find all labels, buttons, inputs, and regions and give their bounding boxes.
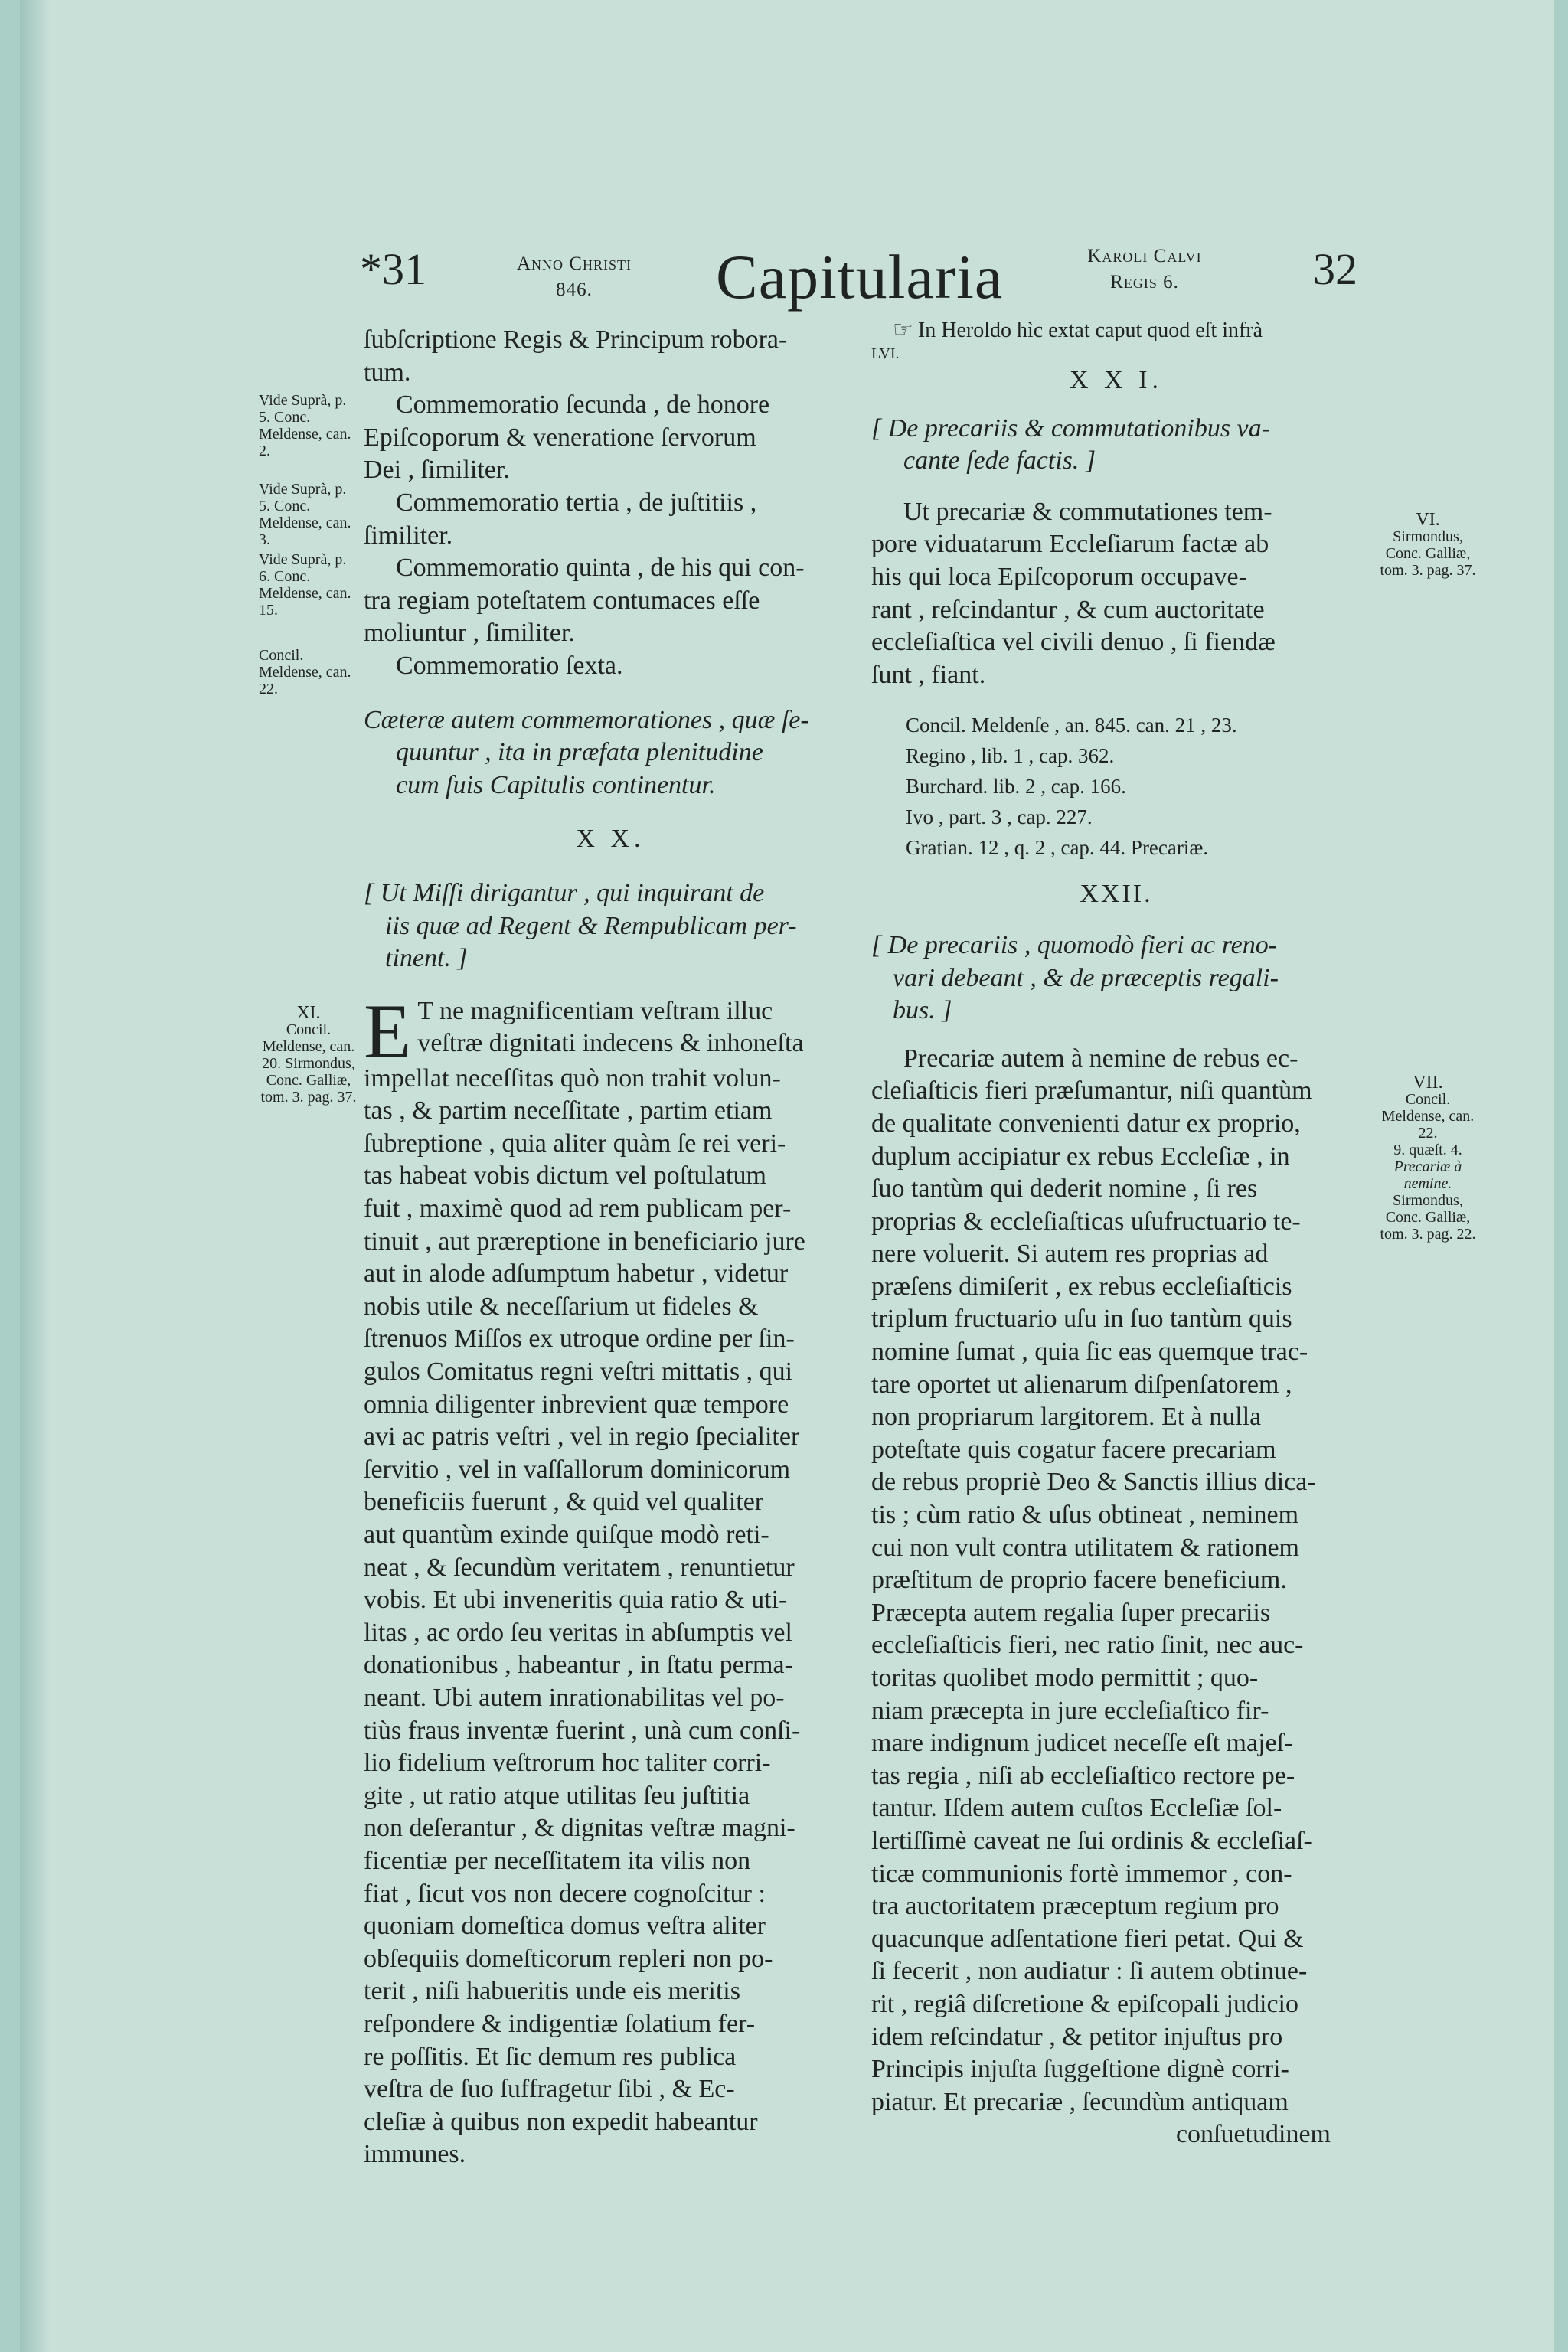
text-line: aut quantùm exinde quiſque modò reti- (364, 1521, 769, 1549)
text-line: eccleſiaſticis fieri, nec ratio ſinit, nec auc- (871, 1631, 1304, 1660)
rubric-xxii (871, 929, 1361, 1027)
reference-line: Ivo , part. 3 , cap. 227. (906, 805, 1093, 829)
section-heading-xxii: XXII. (1080, 880, 1153, 909)
text-line: rant , reſcindantur , & cum auctoritate (871, 595, 1265, 624)
text-line: poteſtate quis cogatur facere precariam (871, 1435, 1276, 1464)
margin-note-right-1-number: VI. (1416, 510, 1440, 530)
text-line: ſi fecerit , non audiatur : ſi autem obtinue- (871, 1957, 1308, 1986)
text-line: obſequiis domeſticorum repleri non po- (364, 1944, 773, 1973)
text-line: ſtrenuos Miſſos ex utroque ordine per ſin- (364, 1325, 795, 1354)
text-line: terit , niſi habueritis unde eis meritis (364, 1977, 740, 2006)
text-line: Commemoratio quinta , de his qui con- (396, 554, 805, 583)
text-line: Commemoratio ſecunda , de honore (396, 390, 770, 420)
text-line: nobis utile & neceſſarium ut fideles & (364, 1292, 759, 1321)
text-line: vobis. Et ubi inveneritis quia ratio & uti- (364, 1586, 788, 1615)
text-line: ſubſcriptione Regis & Principum robora- (364, 325, 788, 354)
text-line: ſubreptione , quia aliter quàm ſe rei veri- (364, 1129, 786, 1158)
text-line: niam præcepta in jure eccleſiaſtico fir- (871, 1696, 1269, 1725)
margin-note-right-1-text: Sirmondus, Conc. Galliæ, tom. 3. pag. 37. (1380, 528, 1476, 579)
section-heading-xxi: X X I. (1070, 366, 1163, 394)
text-line: beneficiis fuerunt , & quid vel qualiter (364, 1488, 764, 1517)
margin-note-right-2-c: Precariæ à nemine. (1393, 1158, 1462, 1192)
margin-note-left-5 (259, 1004, 358, 1106)
text-line: tas regia , niſi ab eccleſiaſtico rectore pe- (871, 1761, 1295, 1790)
caeterae-paragraph (364, 704, 858, 802)
text-line: pore viduatarum Eccleſiarum factæ ab (871, 530, 1269, 559)
anno-year: 846. (556, 279, 593, 300)
margin-note-right-2-a: Concil. Meldense, can. 22. (1381, 1091, 1475, 1142)
right-column (871, 316, 1361, 2151)
text-line: neat , & ſecundùm veritatem , renuntietur (364, 1553, 795, 1582)
margin-note-right-2 (1374, 1074, 1481, 1243)
text-line: quoniam domeſtica domus veſtra aliter (364, 1912, 766, 1941)
text-line: Epiſcoporum & veneratione ſervorum (364, 423, 756, 452)
text-line: cum ſuis Capitulis continentur. (396, 770, 716, 799)
reference-line: Concil. Meldenſe , an. 845. can. 21 , 23. (906, 714, 1237, 737)
text-line: avi ac patris veſtri , vel in regio ſpecialiter (364, 1423, 800, 1452)
text-line: tas , & partim neceſſitate , partim etiam (364, 1096, 773, 1125)
text-line: litas , ac ordo ſeu veritas in abſumptis vel (364, 1618, 792, 1647)
catchword: conſuetudinem (1175, 2120, 1331, 2149)
margin-note-left-4: Concil. Meldense, can. 22. (259, 647, 351, 697)
text-line: piatur. Et precariæ , ſecundùm antiquam (871, 2087, 1289, 2116)
heroldo-text: In Heroldo hìc extat caput quod eſt infrà (917, 318, 1263, 342)
drop-cap: E (364, 988, 412, 1075)
text-line: non deſerantur , & dignitas veſtræ magni- (364, 1814, 795, 1843)
karoli-calvi-label: Karoli Calvi (1087, 246, 1202, 266)
text-line: Cæteræ autem commemorationes , quæ ſe- (364, 705, 809, 734)
text-line: mare indignum judicet neceſſe eſt majeſ- (871, 1729, 1293, 1758)
references-xxi (871, 710, 1361, 863)
margin-note-left-5-number: XI. (296, 1003, 321, 1023)
running-head-king (1053, 243, 1236, 296)
text-line: ficentiæ per neceſſitatem ita vilis non (364, 1846, 751, 1875)
text-line: de rebus propriè Deo & Sanctis illius dica- (871, 1468, 1316, 1497)
text-line: cante ſede factis. ] (903, 446, 1096, 475)
text-line: moliuntur , ſimiliter. (364, 619, 575, 648)
margin-note-right-1 (1374, 511, 1481, 579)
text-line: gulos Comitatus regni veſtri mittatis , qui (364, 1357, 793, 1387)
text-line: ticæ communionis fortè immemor , con- (871, 1859, 1292, 1888)
text-line: Principis injuſta ſuggeſtione dignè corri- (871, 2055, 1289, 2084)
text-line: [ De precariis & commutationibus va- (871, 413, 1270, 443)
text-line: fiat , ſicut vos non decere cognoſcitur : (364, 1879, 766, 1908)
text-line: rit , regiâ diſcretione & epiſcopali judicio (871, 1989, 1298, 2018)
text-line: tas habeat vobis dictum vel poſtulatum (364, 1161, 766, 1191)
text-line: immunes. (364, 2140, 466, 2169)
text-line: triplum fructuario uſu in ſuo tantùm quis (871, 1305, 1292, 1334)
text-line: bus. ] (893, 996, 952, 1025)
text-line: tinent. ] (385, 944, 468, 973)
heroldo-note (871, 316, 1361, 345)
text-line: quuntur , ita in præfata plenitudine (396, 738, 763, 767)
text-line: idem reſcindatur , & petitor injuſtus pro (871, 2022, 1283, 2051)
body-xx (364, 988, 858, 2171)
text-line: donationibus , habeantur , in ſtatu perma- (364, 1651, 793, 1680)
anno-christi-label: Anno Christi (517, 253, 632, 274)
text-line: cleſiaſticis fieri præſumantur, niſi quantùm (871, 1076, 1312, 1106)
margin-note-left-1: Vide Suprà, p. 5. Conc. Meldense, can. 2. (259, 392, 351, 459)
text-line: reſpondere & indigentiæ ſolatium fer- (364, 2009, 756, 2038)
text-line: Dei , ſimiliter. (364, 456, 510, 485)
text-line: veſtræ dignitati indecens & inhoneſta (417, 1029, 804, 1058)
margin-note-left-3: Vide Suprà, p. 6. Conc. Meldense, can. 15. (259, 551, 351, 619)
text-line: nomine ſumat , quia ſic eas quemque trac- (871, 1338, 1308, 1367)
text-line: præſtitum de proprio facere beneficium. (871, 1566, 1287, 1595)
text-line: re poſſitis. Et ſic demum res publica (364, 2042, 737, 2071)
text-line: lertiſſimè caveat ne ſui ordinis & eccleſiaſ- (871, 1826, 1312, 1855)
text-line: [ De precariis , quomodò fieri ac reno- (871, 930, 1278, 959)
commemoratio-sexta: Commemoratio ſexta. (396, 651, 623, 680)
text-line: tum. (364, 358, 411, 387)
text-line: cui non vult contra utilitatem & rationem (871, 1533, 1299, 1562)
body-xxi (871, 496, 1361, 692)
text-line: veſtra de ſuo ſuffragetur ſibi , & Ec- (364, 2075, 735, 2104)
text-line: neant. Ubi autem inrationabilitas vel po- (364, 1683, 785, 1712)
text-line: proprias & eccleſiaſticas uſufructuario te- (871, 1207, 1301, 1236)
page-number-right: 32 (1313, 244, 1357, 294)
margin-note-left-2: Vide Suprà, p. 5. Conc. Meldense, can. 3. (259, 481, 351, 548)
text-line: gite , ut ratio atque utilitas ſeu juſtitia (364, 1781, 750, 1810)
text-line: aut in alode adſumptum habetur , videtur (364, 1259, 789, 1289)
text-line: his qui loca Epiſcoporum occupave- (871, 562, 1247, 591)
text-line: de qualitate convenienti datur ex proprio, (871, 1109, 1301, 1138)
page-number-left: *31 (360, 244, 426, 294)
text-line: præſens dimiſerit , ex rebus eccleſiaſticis (871, 1272, 1292, 1301)
text-line: toritas quolibet modo permittit ; quo- (871, 1664, 1259, 1692)
text-line: Precariæ autem à nemine de rebus ec- (903, 1044, 1298, 1073)
margin-note-left-5-text: Concil. Meldense, can. 20. Sirmondus, Conc. Galliæ, tom. 3. pag. 37. (260, 1021, 357, 1106)
commemoratio-tertia (364, 487, 858, 552)
running-head-year (490, 251, 658, 303)
text-line: tare oportet ut alienarum diſpenſatorem , (871, 1370, 1292, 1399)
commemoratio-secunda (364, 389, 858, 487)
heroldo-ref: LVI. (871, 345, 900, 362)
text-line: tra regiam poteſtatem contumaces eſſe (364, 586, 760, 615)
text-line: tis ; cùm ratio & uſus obtineat , neminem (871, 1501, 1299, 1530)
pointing-hand-icon: ☞ (893, 317, 913, 342)
text-line: ſuo tantùm qui dederit nomine , ſi res (871, 1174, 1258, 1204)
rubric-xxi (871, 413, 1361, 478)
text-line: iis quæ ad Regent & Rempublicam per- (385, 911, 797, 940)
text-line: ſunt , fiant. (871, 660, 986, 689)
gutter-shadow (20, 0, 51, 2352)
text-line: cleſiæ à quibus non expedit habeantur (364, 2107, 758, 2136)
text-line: lio fidelium veſtrorum hoc taliter corri- (364, 1749, 771, 1778)
margin-note-right-2-d: Sirmondus, Conc. Galliæ, tom. 3. pag. 22. (1380, 1192, 1476, 1243)
regis-label: Regis 6. (1110, 272, 1179, 292)
text-line: Commemoratio tertia , de juſtitiis , (396, 488, 757, 517)
section-heading-xx: X X. (576, 825, 645, 854)
text-line: impellat neceſſitas quò non trahit volun- (364, 1063, 781, 1093)
text-line: tinuit , aut præreptione in beneficiario jure (364, 1227, 805, 1256)
reference-line: Gratian. 12 , q. 2 , cap. 44. Precariæ. (906, 836, 1209, 860)
text-line: tra auctoritatem præceptum regium pro (871, 1892, 1279, 1921)
text-line: duplum accipiatur ex rebus Eccleſiæ , in (871, 1142, 1290, 1171)
rubric-xx (364, 877, 858, 975)
text-line: nere voluerit. Si autem res proprias ad (871, 1240, 1269, 1269)
text-line: fuit , maximè quod ad rem publicam per- (364, 1194, 792, 1223)
commemoratio-quinta (364, 552, 858, 650)
text-line: Præcepta autem regalia ſuper precariis (871, 1598, 1271, 1627)
text-line: T ne magnificentiam veſtram illuc (417, 996, 773, 1025)
text-line: quacunque adſentatione fieri petat. Qui & (871, 1924, 1304, 1953)
text-line: non propriarum largitorem. Et à nulla (871, 1403, 1262, 1432)
reference-line: Regino , lib. 1 , cap. 362. (906, 744, 1115, 768)
reference-line: Burchard. lib. 2 , cap. 166. (906, 775, 1126, 799)
left-top-lines (364, 324, 858, 389)
text-line: ſervitio , vel in vaſſallorum dominicorum (364, 1455, 791, 1484)
page-title: Capitularia (716, 242, 1004, 312)
left-column (364, 324, 858, 2171)
text-line: vari debeant , & de præceptis regali- (893, 963, 1279, 992)
text-line: [ Ut Miſſi dirigantur , qui inquirant de (364, 878, 765, 907)
text-line: omnia diligenter inbrevient quæ tempore (364, 1390, 789, 1419)
text-line: tiùs fraus inventæ fuerint , unà cum conſi- (364, 1716, 801, 1745)
body-xxii (871, 1043, 1361, 2151)
text-line: ſimiliter. (364, 521, 453, 550)
text-line: tantur. Iſdem autem cuſtos Eccleſiæ ſol- (871, 1794, 1282, 1823)
margin-note-right-2-b: 9. quæſt. 4. (1393, 1142, 1462, 1158)
text-line: Ut precariæ & commutationes tem- (903, 497, 1272, 526)
text-line: eccleſiaſtica vel civili denuo , ſi fiendæ (871, 628, 1276, 657)
margin-note-right-2-number: VII. (1413, 1073, 1443, 1093)
